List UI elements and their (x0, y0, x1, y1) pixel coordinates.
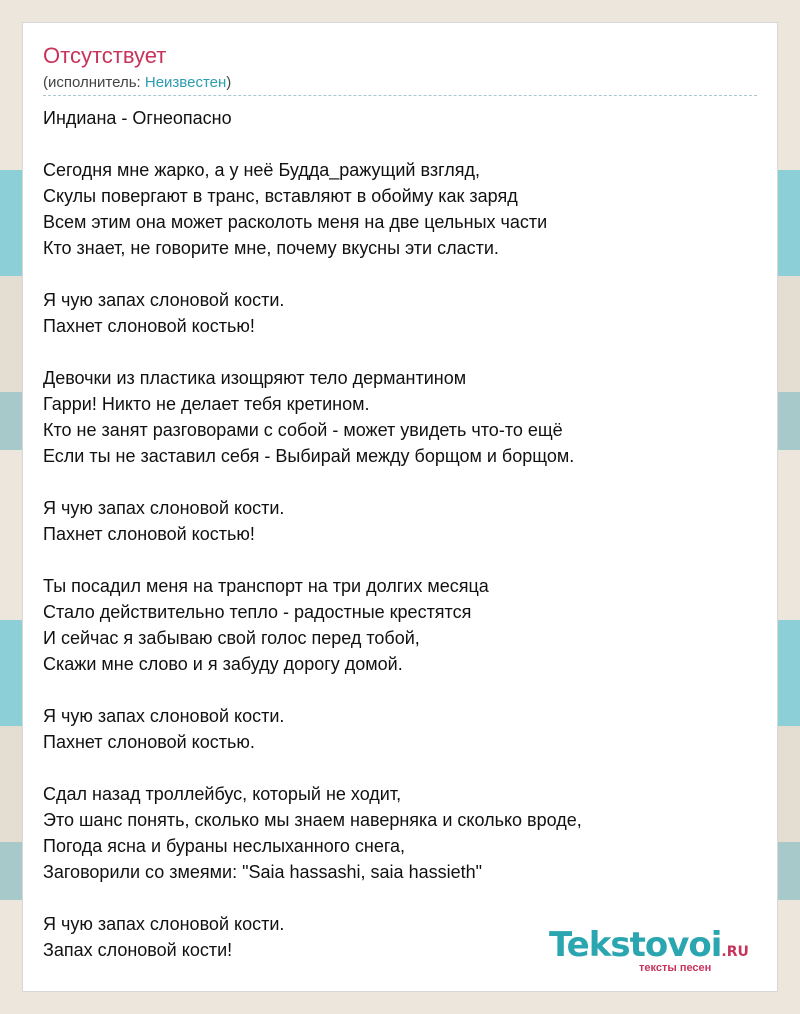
stanza-gap (43, 755, 763, 781)
lyric-line: Гарри! Никто не делает тебя кретином. (43, 394, 370, 414)
lyric-line: Пахнет слоновой костью. (43, 732, 255, 752)
stanza-gap (43, 885, 763, 911)
lyric-line: Я чую запах слоновой кости. (43, 290, 285, 310)
lyric-line: Заговорили со змеями: "Saia hassashi, saia hassieth" (43, 862, 483, 882)
artist-suffix: ) (226, 74, 232, 91)
logo-tagline: тексты песен (639, 962, 712, 974)
logo-tld: .RU (721, 944, 749, 960)
lyric-line: Скулы повергают в транс, вставляют в обойму как заряд (43, 186, 518, 206)
stanza-gap (43, 131, 763, 157)
lyric-line: Девочки из пластика изощряют тело дермантином (43, 368, 467, 388)
artist-prefix: (исполнитель: (43, 74, 145, 91)
lyric-line: Запах слоновой кости! (43, 940, 233, 960)
lyric-line: Я чую запах слоновой кости. (43, 498, 285, 518)
lyric-line: Кто знает, не говорите мне, почему вкусны эти сласти. (43, 238, 499, 258)
lyrics-body (43, 105, 763, 963)
stanza-gap (43, 339, 763, 365)
divider (43, 95, 757, 96)
lyric-line: Кто не занят разговорами с собой - может увидеть что-то ещё (43, 420, 563, 440)
lyric-line: Всем этим она может расколоть меня на две цельных части (43, 212, 548, 232)
artist-link[interactable]: Неизвестен (144, 74, 227, 91)
stanza-gap (43, 677, 763, 703)
stanza-gap (43, 547, 763, 573)
lyric-line: Я чую запах слоновой кости. (43, 914, 285, 934)
lyric-line: Скажи мне слово и я забуду дорогу домой. (43, 654, 403, 674)
lyric-line: И сейчас я забываю свой голос перед тобой, (43, 628, 420, 648)
site-logo[interactable] (549, 925, 769, 974)
lyric-line: Ты посадил меня на транспорт на три долгих месяца (43, 576, 489, 596)
lyrics-card (22, 22, 778, 992)
stanza-gap (43, 261, 763, 287)
lyric-line: Пахнет слоновой костью! (43, 316, 255, 336)
lyric-line: Стало действительно тепло - радостные крестятся (43, 602, 472, 622)
lyric-line: Пахнет слоновой костью! (43, 524, 255, 544)
lyric-line: Индиана - Огнеопасно (43, 108, 232, 128)
logo-brand: Tekstovoi (549, 925, 722, 965)
lyric-line: Если ты не заставил себя - Выбирай между борщом и борщом. (43, 446, 575, 466)
lyric-line: Это шанс понять, сколько мы знаем наверняка и сколько вроде, (43, 810, 582, 830)
lyric-line: Погода ясна и бураны неслыханного снега, (43, 836, 406, 856)
song-title: Отсутствует (43, 43, 167, 68)
lyric-line: Я чую запах слоновой кости. (43, 706, 285, 726)
stanza-gap (43, 469, 763, 495)
lyric-line: Сегодня мне жарко, а у неё Будда_ражущий взгляд, (43, 160, 481, 180)
artist-line (43, 74, 231, 91)
lyric-line: Сдал назад троллейбус, который не ходит, (43, 784, 402, 804)
